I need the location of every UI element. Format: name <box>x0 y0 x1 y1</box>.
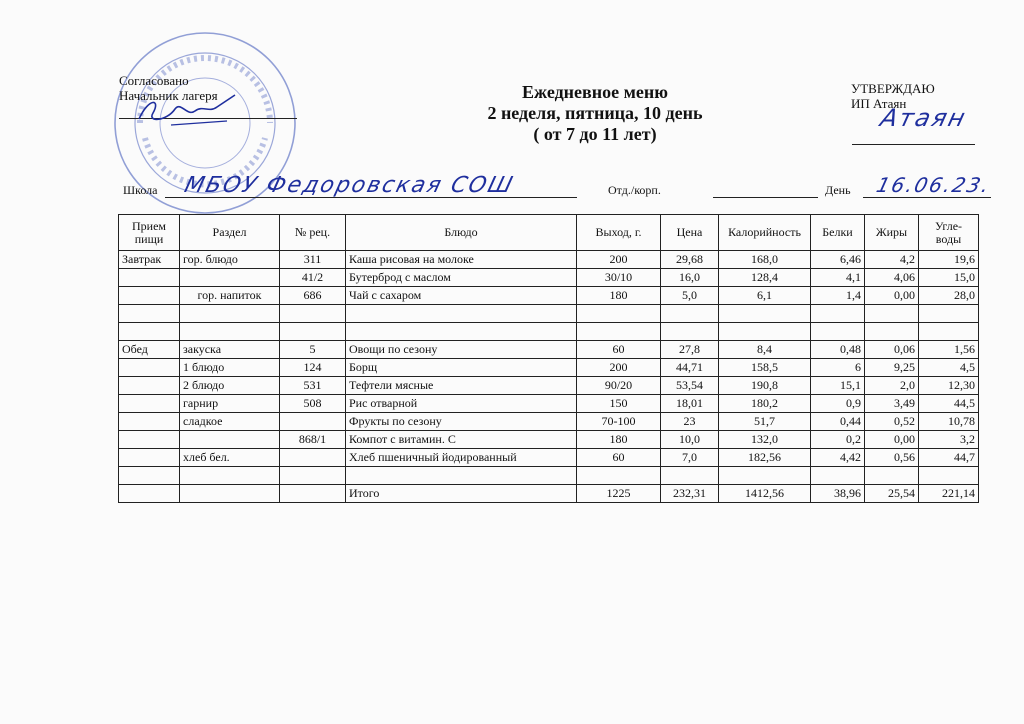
cell-calories: 1412,56 <box>719 485 811 503</box>
cell-calories: 132,0 <box>719 431 811 449</box>
cell-recipe-no: 868/1 <box>280 431 346 449</box>
cell-recipe-no <box>280 323 346 341</box>
cell-calories: 180,2 <box>719 395 811 413</box>
cell-fats: 0,06 <box>865 341 919 359</box>
cell-portion: 70-100 <box>577 413 661 431</box>
cell-section: 2 блюдо <box>180 377 280 395</box>
cell-carbs: 4,5 <box>919 359 979 377</box>
cell-dish: Итого <box>346 485 577 503</box>
cell-price: 16,0 <box>661 269 719 287</box>
cell-fats: 4,06 <box>865 269 919 287</box>
cell-fats <box>865 305 919 323</box>
cell-fats: 0,00 <box>865 431 919 449</box>
cell-meal <box>119 413 180 431</box>
cell-dish <box>346 467 577 485</box>
cell-calories <box>719 305 811 323</box>
cell-proteins: 15,1 <box>811 377 865 395</box>
cell-dish: Хлеб пшеничный йодированный <box>346 449 577 467</box>
cell-meal <box>119 431 180 449</box>
cell-recipe-no: 124 <box>280 359 346 377</box>
table-row <box>119 305 979 323</box>
cell-portion <box>577 305 661 323</box>
day-label: День <box>825 183 851 197</box>
cell-meal <box>119 449 180 467</box>
table-row <box>119 377 979 395</box>
header-proteins: Белки <box>811 215 865 251</box>
cell-price: 7,0 <box>661 449 719 467</box>
school-value: МБОУ Федоровская СОШ <box>181 173 517 198</box>
cell-price <box>661 323 719 341</box>
cell-section: гор. напиток <box>180 287 280 305</box>
cell-calories <box>719 467 811 485</box>
cell-portion: 90/20 <box>577 377 661 395</box>
cell-dish: Бутерброд с маслом <box>346 269 577 287</box>
menu-table <box>118 214 979 503</box>
table-row <box>119 287 979 305</box>
approved-label: Согласовано <box>119 73 189 88</box>
cell-price: 10,0 <box>661 431 719 449</box>
cell-meal <box>119 305 180 323</box>
cell-proteins: 38,96 <box>811 485 865 503</box>
cell-carbs: 15,0 <box>919 269 979 287</box>
cell-section: хлеб бел. <box>180 449 280 467</box>
day-underline <box>863 197 991 198</box>
cell-carbs: 3,2 <box>919 431 979 449</box>
cell-price: 53,54 <box>661 377 719 395</box>
cell-meal: Обед <box>119 341 180 359</box>
approve-signature-line <box>852 144 975 145</box>
cell-recipe-no <box>280 305 346 323</box>
cell-portion: 60 <box>577 341 661 359</box>
cell-proteins: 6 <box>811 359 865 377</box>
title-line-2: 2 неделя, пятница, 10 день <box>487 103 703 123</box>
table-row <box>119 359 979 377</box>
cell-fats <box>865 467 919 485</box>
cell-carbs: 28,0 <box>919 287 979 305</box>
cell-dish: Борщ <box>346 359 577 377</box>
cell-carbs: 221,14 <box>919 485 979 503</box>
cell-recipe-no <box>280 449 346 467</box>
cell-portion: 60 <box>577 449 661 467</box>
cell-recipe-no: 5 <box>280 341 346 359</box>
cell-meal <box>119 287 180 305</box>
cell-section: закуска <box>180 341 280 359</box>
table-row <box>119 395 979 413</box>
department-label: Отд./корп. <box>608 183 661 197</box>
cell-recipe-no: 686 <box>280 287 346 305</box>
cell-proteins <box>811 467 865 485</box>
header-recipe-no: № рец. <box>280 215 346 251</box>
cell-meal <box>119 269 180 287</box>
title-line-3: ( от 7 до 11 лет) <box>533 124 657 144</box>
cell-dish: Каша рисовая на молоке <box>346 251 577 269</box>
cell-price: 232,31 <box>661 485 719 503</box>
header-fats: Жиры <box>865 215 919 251</box>
table-row <box>119 251 979 269</box>
cell-carbs <box>919 323 979 341</box>
cell-carbs: 44,7 <box>919 449 979 467</box>
cell-calories: 182,56 <box>719 449 811 467</box>
title-line-1: Ежедневное меню <box>522 82 668 102</box>
cell-calories: 158,5 <box>719 359 811 377</box>
cell-proteins: 6,46 <box>811 251 865 269</box>
cell-calories: 128,4 <box>719 269 811 287</box>
document-title <box>430 82 760 145</box>
table-header-row <box>119 215 979 251</box>
cell-calories <box>719 323 811 341</box>
table-row <box>119 341 979 359</box>
approval-block <box>119 73 218 103</box>
table-row <box>119 485 979 503</box>
cell-section: сладкое <box>180 413 280 431</box>
day-value: 16.06.23. <box>874 173 994 197</box>
cell-meal <box>119 467 180 485</box>
cell-carbs: 12,30 <box>919 377 979 395</box>
approve-block <box>851 81 970 132</box>
cell-proteins: 0,9 <box>811 395 865 413</box>
cell-price: 23 <box>661 413 719 431</box>
cell-price: 18,01 <box>661 395 719 413</box>
cell-proteins: 0,48 <box>811 341 865 359</box>
cell-fats <box>865 323 919 341</box>
cell-portion: 200 <box>577 251 661 269</box>
table-row <box>119 413 979 431</box>
cell-portion <box>577 467 661 485</box>
cell-portion: 150 <box>577 395 661 413</box>
cell-section <box>180 467 280 485</box>
cell-meal <box>119 395 180 413</box>
cell-price: 27,8 <box>661 341 719 359</box>
cell-dish: Овощи по сезону <box>346 341 577 359</box>
cell-proteins: 0,44 <box>811 413 865 431</box>
approval-signature <box>131 91 241 131</box>
cell-fats: 2,0 <box>865 377 919 395</box>
cell-proteins <box>811 323 865 341</box>
cell-recipe-no: 508 <box>280 395 346 413</box>
cell-section: 1 блюдо <box>180 359 280 377</box>
header-dish: Блюдо <box>346 215 577 251</box>
cell-dish: Тефтели мясные <box>346 377 577 395</box>
school-label: Школа <box>123 183 158 197</box>
cell-recipe-no: 311 <box>280 251 346 269</box>
cell-calories: 51,7 <box>719 413 811 431</box>
cell-carbs: 44,5 <box>919 395 979 413</box>
table-row <box>119 449 979 467</box>
cell-carbs: 1,56 <box>919 341 979 359</box>
cell-meal <box>119 485 180 503</box>
cell-portion: 200 <box>577 359 661 377</box>
header-carbs: Угле- воды <box>919 215 979 251</box>
department-underline <box>713 197 818 198</box>
cell-section <box>180 305 280 323</box>
entrepreneur-label: ИП Атаян <box>851 96 907 111</box>
cell-fats: 4,2 <box>865 251 919 269</box>
table-row <box>119 323 979 341</box>
cell-price <box>661 305 719 323</box>
cell-section <box>180 269 280 287</box>
cell-recipe-no <box>280 485 346 503</box>
approve-label: УТВЕРЖДАЮ <box>851 81 935 96</box>
cell-portion <box>577 323 661 341</box>
cell-calories: 168,0 <box>719 251 811 269</box>
cell-price: 44,71 <box>661 359 719 377</box>
cell-dish: Рис отварной <box>346 395 577 413</box>
cell-fats: 3,49 <box>865 395 919 413</box>
cell-proteins: 4,42 <box>811 449 865 467</box>
table-row <box>119 269 979 287</box>
cell-dish: Компот с витамин. С <box>346 431 577 449</box>
cell-portion: 180 <box>577 431 661 449</box>
cell-recipe-no <box>280 467 346 485</box>
cell-dish: Фрукты по сезону <box>346 413 577 431</box>
cell-section <box>180 323 280 341</box>
cell-fats: 25,54 <box>865 485 919 503</box>
cell-price: 5,0 <box>661 287 719 305</box>
header-section: Раздел <box>180 215 280 251</box>
cell-portion: 1225 <box>577 485 661 503</box>
table-body <box>119 251 979 503</box>
cell-price: 29,68 <box>661 251 719 269</box>
cell-fats: 0,52 <box>865 413 919 431</box>
cell-meal <box>119 323 180 341</box>
cell-section: гарнир <box>180 395 280 413</box>
header-meal: Прием пищи <box>119 215 180 251</box>
cell-portion: 180 <box>577 287 661 305</box>
cell-section: гор. блюдо <box>180 251 280 269</box>
cell-recipe-no: 41/2 <box>280 269 346 287</box>
cell-fats: 0,56 <box>865 449 919 467</box>
cell-section <box>180 431 280 449</box>
table-row <box>119 467 979 485</box>
cell-carbs: 19,6 <box>919 251 979 269</box>
cell-proteins: 1,4 <box>811 287 865 305</box>
cell-dish: Чай с сахаром <box>346 287 577 305</box>
cell-fats: 0,00 <box>865 287 919 305</box>
cell-proteins: 4,1 <box>811 269 865 287</box>
cell-carbs <box>919 467 979 485</box>
cell-meal: Завтрак <box>119 251 180 269</box>
cell-dish <box>346 305 577 323</box>
cell-calories: 8,4 <box>719 341 811 359</box>
header-portion: Выход, г. <box>577 215 661 251</box>
cell-meal <box>119 359 180 377</box>
cell-proteins <box>811 305 865 323</box>
cell-calories: 190,8 <box>719 377 811 395</box>
camp-head-label: Начальник лагеря <box>119 88 218 103</box>
cell-fats: 9,25 <box>865 359 919 377</box>
cell-proteins: 0,2 <box>811 431 865 449</box>
cell-meal <box>119 377 180 395</box>
school-row <box>123 175 1003 203</box>
cell-price <box>661 467 719 485</box>
approve-signature: Атаян <box>877 104 970 132</box>
table-row <box>119 431 979 449</box>
cell-calories: 6,1 <box>719 287 811 305</box>
cell-carbs: 10,78 <box>919 413 979 431</box>
cell-portion: 30/10 <box>577 269 661 287</box>
cell-recipe-no: 531 <box>280 377 346 395</box>
cell-dish <box>346 323 577 341</box>
cell-section <box>180 485 280 503</box>
header-calories: Калорийность <box>719 215 811 251</box>
cell-carbs <box>919 305 979 323</box>
cell-recipe-no <box>280 413 346 431</box>
header-price: Цена <box>661 215 719 251</box>
